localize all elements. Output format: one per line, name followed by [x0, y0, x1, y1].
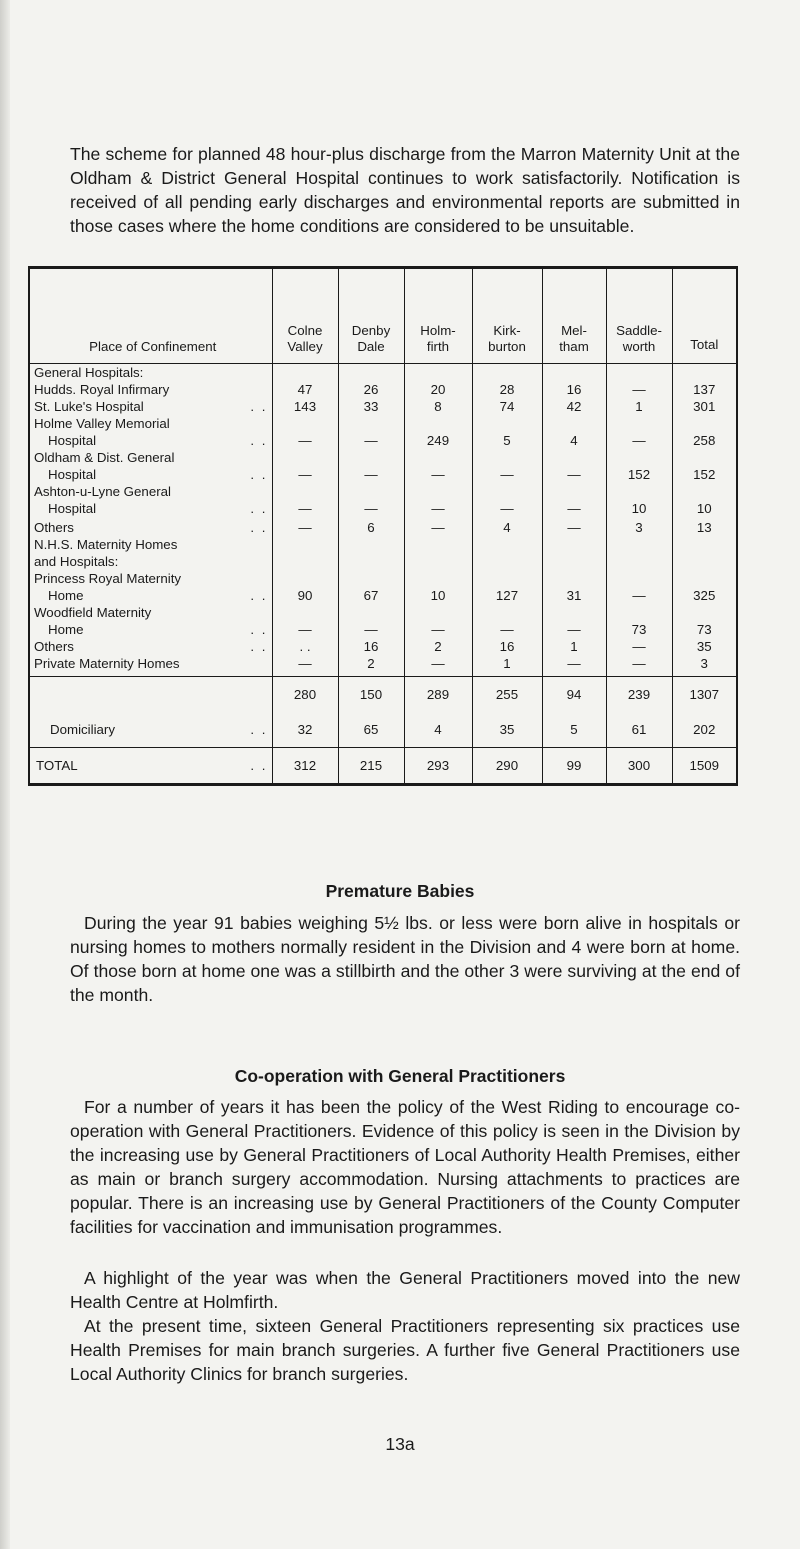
- table-cell: —: [404, 621, 472, 638]
- table-cell: —: [472, 621, 542, 638]
- subtotal-cell: 289: [404, 677, 472, 712]
- table-cell: 10: [672, 500, 737, 517]
- row-label: Hudds. Royal Infirmary: [34, 382, 170, 397]
- total-cell: 300: [606, 748, 672, 785]
- table-cell: 3: [672, 655, 737, 677]
- table-cell: [338, 483, 404, 500]
- table-cell: 258: [672, 432, 737, 449]
- table-cell: 1: [472, 655, 542, 677]
- table-cell: [542, 570, 606, 587]
- table-cell: [272, 364, 338, 382]
- table-cell: [672, 364, 737, 382]
- table-cell: [542, 415, 606, 432]
- table-row: Others . . — 6 — 4 — 3 13: [29, 517, 737, 536]
- table-cell: [606, 483, 672, 500]
- table-cell: —: [272, 466, 338, 483]
- table-cell: [404, 449, 472, 466]
- header-place: Place of Confinement: [29, 268, 272, 364]
- table-cell: 16: [338, 638, 404, 655]
- table-cell: [272, 449, 338, 466]
- table-cell: 8: [404, 398, 472, 415]
- row-label: and Hospitals:: [34, 554, 119, 569]
- header-meltham: Mel- tham: [542, 268, 606, 364]
- table-cell: 73: [606, 621, 672, 638]
- confinement-table: [28, 266, 738, 786]
- table-cell: 2: [404, 638, 472, 655]
- table-cell: 35: [672, 638, 737, 655]
- table-row: [29, 553, 737, 570]
- table-cell: [338, 553, 404, 570]
- row-label: Holme Valley Memorial: [34, 416, 170, 431]
- table-cell: 137: [672, 381, 737, 398]
- table-cell: —: [404, 655, 472, 677]
- table-cell: [472, 483, 542, 500]
- cooperation-paragraph-1: For a number of years it has been the policy of the West Riding to encourage co-operation with General Practitioners. Evidence of this policy is seen in the Division by the increasing use by General Practitioners of Local Authority Health Premises, either as main or branch surgery accommodation. Nursing attachments to practices are popular. There is an increasing use by General Practitioners of the County Computer facilities for vaccination and immunisation programmes.: [70, 1097, 740, 1237]
- table-cell: [272, 536, 338, 553]
- row-label: Hospital: [48, 467, 97, 482]
- table-cell: —: [272, 517, 338, 536]
- table-cell: [404, 364, 472, 382]
- table-cell: 301: [672, 398, 737, 415]
- total-cell: 290: [472, 748, 542, 785]
- table-cell: 20: [404, 381, 472, 398]
- table-cell: 127: [472, 587, 542, 604]
- page-edge-shadow: [0, 0, 10, 1549]
- table-cell: —: [606, 587, 672, 604]
- table-cell: [472, 553, 542, 570]
- table-cell: 143: [272, 398, 338, 415]
- table-cell: [472, 570, 542, 587]
- table-cell: [404, 604, 472, 621]
- table-cell: [542, 604, 606, 621]
- table-cell: [606, 553, 672, 570]
- cooperation-heading: Co-operation with General Practitioners: [234, 1066, 566, 1086]
- table-cell: 67: [338, 587, 404, 604]
- domiciliary-cell: 202: [672, 711, 737, 748]
- subtotal-cell: 1307: [672, 677, 737, 712]
- table-cell: 152: [672, 466, 737, 483]
- table-cell: [404, 415, 472, 432]
- cooperation-paragraph-2: A highlight of the year was when the General Practitioners moved into the new Health Centre at Holmfirth.: [70, 1268, 740, 1312]
- table-cell: . .: [272, 638, 338, 655]
- table-row: Hospital . . — — — — — 10 10: [29, 500, 737, 517]
- table-cell: [338, 415, 404, 432]
- table-cell: [404, 553, 472, 570]
- table-row: Hospital . . — — — — — 152 152: [29, 466, 737, 483]
- table-row: Hospital . . — — 249 5 4 — 258: [29, 432, 737, 449]
- subtotal-cell: 280: [272, 677, 338, 712]
- row-label: Others: [34, 520, 74, 535]
- table-cell: —: [606, 638, 672, 655]
- table-row: [29, 655, 737, 677]
- table-cell: —: [542, 517, 606, 536]
- table-cell: 26: [338, 381, 404, 398]
- table-cell: [338, 604, 404, 621]
- table-cell: [404, 570, 472, 587]
- table-cell: —: [606, 655, 672, 677]
- subtotal-cell: 150: [338, 677, 404, 712]
- table-row: [29, 483, 737, 500]
- table-row: Home . . 90 67 10 127 31 — 325: [29, 587, 737, 604]
- header-denby-dale: Denby Dale: [338, 268, 404, 364]
- row-label: Ashton-u-Lyne General: [34, 484, 171, 499]
- table-cell: 5: [472, 432, 542, 449]
- subtotal-cell: 239: [606, 677, 672, 712]
- table-row: [29, 381, 737, 398]
- row-label: Princess Royal Maternity: [34, 571, 182, 586]
- table-cell: [472, 364, 542, 382]
- total-cell: 215: [338, 748, 404, 785]
- table-cell: [272, 570, 338, 587]
- table-cell: [672, 553, 737, 570]
- page-number: 13a: [385, 1434, 415, 1454]
- table-row: [29, 604, 737, 621]
- subtotal-row: [29, 677, 737, 712]
- table-row: Others . . . . 16 2 16 1 — 35: [29, 638, 737, 655]
- subtotal-cell: 255: [472, 677, 542, 712]
- table-cell: 31: [542, 587, 606, 604]
- table-cell: —: [272, 432, 338, 449]
- table-cell: 249: [404, 432, 472, 449]
- header-colne-valley: Colne Valley: [272, 268, 338, 364]
- table-cell: [606, 415, 672, 432]
- domiciliary-cell: 5: [542, 711, 606, 748]
- table-cell: [472, 604, 542, 621]
- domiciliary-cell: 65: [338, 711, 404, 748]
- table-cell: —: [338, 621, 404, 638]
- header-saddleworth: Saddle- worth: [606, 268, 672, 364]
- table-cell: [404, 483, 472, 500]
- table-cell: [338, 449, 404, 466]
- table-cell: —: [404, 500, 472, 517]
- table-cell: 6: [338, 517, 404, 536]
- table-cell: —: [272, 500, 338, 517]
- table-cell: 4: [472, 517, 542, 536]
- table-cell: 3: [606, 517, 672, 536]
- table-cell: [272, 604, 338, 621]
- table-cell: 74: [472, 398, 542, 415]
- table-cell: 1: [542, 638, 606, 655]
- table-cell: —: [472, 500, 542, 517]
- table-row: [29, 449, 737, 466]
- table-cell: 1: [606, 398, 672, 415]
- table-cell: [272, 483, 338, 500]
- table-cell: —: [606, 432, 672, 449]
- total-cell: 293: [404, 748, 472, 785]
- table-cell: [606, 570, 672, 587]
- total-cell: 1509: [672, 748, 737, 785]
- table-cell: [542, 536, 606, 553]
- row-label: St. Luke's Hospital: [34, 399, 144, 414]
- table-cell: [672, 449, 737, 466]
- intro-paragraph: The scheme for planned 48 hour-plus discharge from the Marron Maternity Unit at the Oldham & District General Hospital continues to work satisfactorily. Notification is received of all pending early discharges and environmental reports are submitted in those cases where the home conditions are considered to be unsuitable.: [70, 144, 740, 236]
- table-row: [29, 364, 737, 382]
- row-label: Oldham & Dist. General: [34, 450, 175, 465]
- row-label: Private Maternity Homes: [34, 656, 180, 671]
- total-label: TOTAL: [36, 758, 78, 773]
- table-cell: —: [338, 432, 404, 449]
- total-cell: 99: [542, 748, 606, 785]
- table-cell: [606, 536, 672, 553]
- row-label: Home: [48, 622, 84, 637]
- table-cell: —: [542, 500, 606, 517]
- header-kirkburton: Kirk- burton: [472, 268, 542, 364]
- table-cell: —: [404, 517, 472, 536]
- table-cell: [542, 483, 606, 500]
- table-row: [29, 415, 737, 432]
- total-cell: 312: [272, 748, 338, 785]
- row-label: Home: [48, 588, 84, 603]
- table-cell: 4: [542, 432, 606, 449]
- table-cell: 28: [472, 381, 542, 398]
- table-row: Home . . — — — — — 73 73: [29, 621, 737, 638]
- table-cell: [672, 570, 737, 587]
- domiciliary-cell: 61: [606, 711, 672, 748]
- domiciliary-cell: 4: [404, 711, 472, 748]
- table-cell: [404, 536, 472, 553]
- table-cell: [606, 449, 672, 466]
- table-cell: 2: [338, 655, 404, 677]
- domiciliary-cell: 35: [472, 711, 542, 748]
- table-cell: [542, 364, 606, 382]
- table-cell: 13: [672, 517, 737, 536]
- table-cell: [272, 415, 338, 432]
- premature-babies-heading: Premature Babies: [325, 881, 475, 901]
- table-cell: —: [404, 466, 472, 483]
- table-cell: [272, 553, 338, 570]
- table-cell: —: [542, 466, 606, 483]
- table-cell: [672, 483, 737, 500]
- total-row: TOTAL . . 312 215 293 290 99 300 1509: [29, 748, 737, 785]
- header-total: Total: [672, 268, 737, 364]
- table-cell: [672, 415, 737, 432]
- premature-babies-paragraph: During the year 91 babies weighing 5½ lbs. or less were born alive in hospitals or nursing homes to mothers normally resident in the Division and 4 were born at home. Of those born at home one was a stillbirth and the other 3 were surviving at the end of the month.: [70, 913, 740, 1005]
- row-label: Woodfield Maternity: [34, 605, 152, 620]
- table-cell: [338, 570, 404, 587]
- table-cell: [338, 364, 404, 382]
- table-cell: [472, 415, 542, 432]
- table-cell: 33: [338, 398, 404, 415]
- table-cell: [672, 604, 737, 621]
- table-cell: 47: [272, 381, 338, 398]
- table-cell: —: [606, 381, 672, 398]
- row-label: Hospital: [48, 433, 97, 448]
- table-row: St. Luke's Hospital . . 143 33 8 74 42 1 301: [29, 398, 737, 415]
- table-cell: [672, 536, 737, 553]
- table-cell: —: [338, 500, 404, 517]
- table-cell: 42: [542, 398, 606, 415]
- table-cell: —: [272, 655, 338, 677]
- table-cell: 73: [672, 621, 737, 638]
- domiciliary-label: Domiciliary: [50, 721, 116, 737]
- row-label: Others: [34, 639, 74, 654]
- table-header-row: [29, 268, 737, 364]
- table-cell: [542, 449, 606, 466]
- cooperation-paragraph-3: At the present time, sixteen General Practitioners representing six practices use Health Premises for main branch surgeries. A further five General Practitioners use Local Authority Clinics for branch surgeries.: [70, 1316, 740, 1384]
- table-cell: 16: [542, 381, 606, 398]
- table-cell: [338, 536, 404, 553]
- table-row: [29, 536, 737, 553]
- table-cell: [542, 553, 606, 570]
- table-cell: 10: [404, 587, 472, 604]
- row-label: General Hospitals:: [34, 365, 144, 380]
- table-cell: 10: [606, 500, 672, 517]
- header-holmfirth: Holm- firth: [404, 268, 472, 364]
- table-cell: [472, 536, 542, 553]
- table-cell: —: [542, 655, 606, 677]
- table-cell: 16: [472, 638, 542, 655]
- row-label: N.H.S. Maternity Homes: [34, 537, 178, 552]
- table-cell: [606, 364, 672, 382]
- table-cell: [606, 604, 672, 621]
- table-cell: 90: [272, 587, 338, 604]
- table-cell: —: [272, 621, 338, 638]
- table-cell: —: [472, 466, 542, 483]
- domiciliary-row: Domiciliary . . 32 65 4 35 5 61 202: [29, 711, 737, 748]
- table-cell: 325: [672, 587, 737, 604]
- row-label: Hospital: [48, 501, 97, 516]
- table-cell: —: [338, 466, 404, 483]
- table-row: [29, 570, 737, 587]
- domiciliary-cell: 32: [272, 711, 338, 748]
- table-cell: [472, 449, 542, 466]
- table-cell: —: [542, 621, 606, 638]
- subtotal-cell: 94: [542, 677, 606, 712]
- table-cell: 152: [606, 466, 672, 483]
